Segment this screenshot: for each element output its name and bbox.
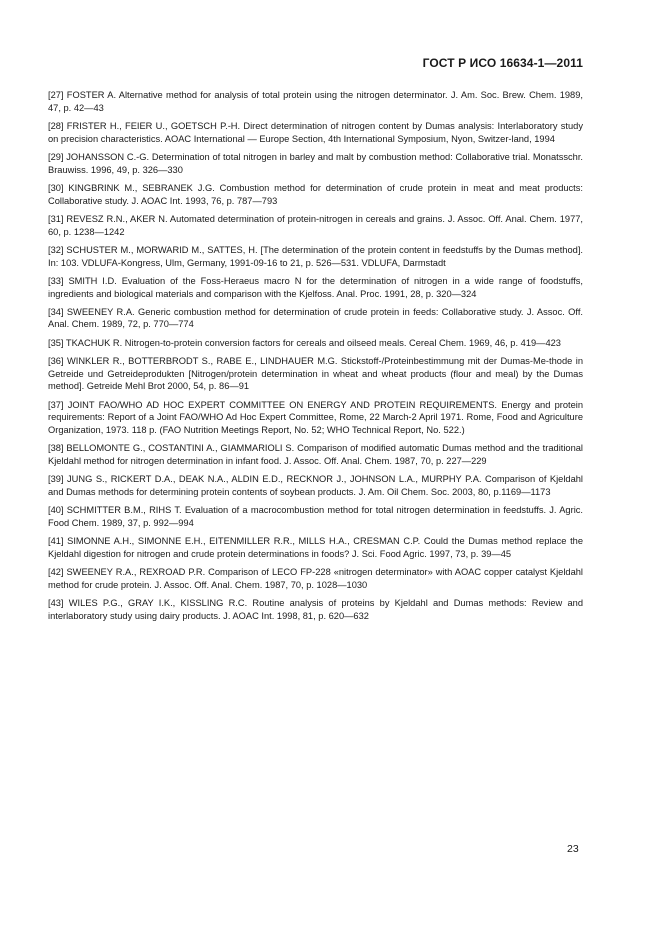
reference-item: [43] WILES P.G., GRAY I.K., KISSLING R.C. Routine analysis of proteins by Kjeldahl and Dumas methods: Review and interlaboratory study using dairy products. J. AOAC Int. 1998, 81, p. 620—632 [48,598,583,621]
reference-item: [30] KINGBRINK M., SEBRANEK J.G. Combustion method for determination of crude protein in meat and meat products: Collaborative study. J. AOAC Int. 1993, 76, p. 787—793 [48,182,583,206]
reference-item: [40] SCHMITTER B.M., RIHS T. Evaluation of a macrocombustion method for total nitrogen determination in feedstuffs. J. Agric. Food Chem. 1989, 37, p. 992—994 [48,505,583,528]
reference-item: [33] SMITH I.D. Evaluation of the Foss-Heraeus macro N for the determination of nitrogen in a wide range of foodstuffs, ingredients and biological materials and comparison with the Kjelfoss. Anal. Proc. 1991, 28, p. 320—324 [48,275,583,299]
reference-item: [37] JOINT FAO/WHO AD HOC EXPERT COMMITTEE ON ENERGY AND PROTEIN REQUIREMENTS. Energy and protein requirements: Report of a Joint FAO/WHO Ad Hoc Expert Committee, Rome, 22 March-2 April 1971. Rome, Food and Agriculture Organization, 1973. 118 p. (FAO Nutrition Meetings Report, No. 52; WHO Technical Report, No. 522.) [48,399,583,436]
reference-item: [31] REVESZ R.N., AKER N. Automated determination of protein-nitrogen in cereals and grains. J. Assoc. Off. Anal. Chem. 1977, 60, p. 1238—1242 [48,213,583,237]
reference-item: [41] SIMONNE A.H., SIMONNE E.H., EITENMILLER R.R., MILLS H.A., CRESMAN C.P. Could the Dumas method replace the Kjeldahl digestion for nitrogen and crude protein determinations in foods? J. Sci. Food Agric. 1997, 73, p. 39—45 [48,536,583,559]
page-number: 23 [567,843,579,855]
reference-item: [27] FOSTER A. Alternative method for analysis of total protein using the nitrogen determinator. J. Am. Soc. Brew. Chem. 1989, 47, p. 42—43 [48,90,583,113]
reference-item: [42] SWEENEY R.A., REXROAD P.R. Comparison of LECO FP-228 «nitrogen determinator» with AOAC copper catalyst Kjeldahl method for crude protein. J. Assoc. Off. Anal. Chem. 1987, 70, p. 1028—1030 [48,567,583,590]
reference-item: [35] TKACHUK R. Nitrogen-to-protein conversion factors for cereals and oilseed meals. Cereal Chem. 1969, 46, p. 419—423 [48,337,561,348]
reference-item: [34] SWEENEY R.A. Generic combustion method for determination of crude protein in feeds: Collaborative study. J. Assoc. Off. Anal. Chem. 1989, 72, p. 770—774 [48,306,583,330]
reference-item: [36] WINKLER R., BOTTERBRODT S., RABE E., LINDHAUER M.G. Stickstoff-/Proteinbestimmung mit der Dumas-Me-thode in Getreide und Getreideprodukten [Nitrogen/protein determination in wheat and wheat products (flour and meal) by the Dumas method]. Getreide Mehl Brot 2000, 54, p. 86—91 [48,356,583,392]
reference-item: [32] SCHUSTER M., MORWARID M., SATTES, H. [The determination of the protein content in feedstuffs by the Dumas method]. In: 103. VDLUFA-Kongress, Ulm, Germany, 1991-09-16 to 21, p. 526—531. VDLUFA, Darmstadt [48,244,583,268]
reference-item: [39] JUNG S., RICKERT D.A., DEAK N.A., ALDIN E.D., RECKNOR J., JOHNSON L.A., MURPHY P.A. Comparison of Kjeldahl and Dumas methods for determining protein contents of soybean products. J. Am. Oil Chem. Soc. 2003, 80, p.1169—1173 [48,474,583,497]
document-header: ГОСТ Р ИСО 16634-1—2011 [422,56,583,70]
reference-item: [28] FRISTER H., FEIER U., GOETSCH P.-H. Direct determination of nitrogen content by Dumas analysis: Interlaboratory study on precision characteristics. AOAC International — Europe Section, 4th International Symposium, Nyon, Switzer-land, 1994 [48,120,583,144]
reference-item: [38] BELLOMONTE G., COSTANTINI A., GIAMMARIOLI S. Comparison of modified automatic Dumas method and the traditional Kjeldahl method for nitrogen determination in infant food. J. Assoc. Off. Anal. Chem. 1987, 70, p. 227—229 [48,443,583,467]
reference-item: [29] JOHANSSON C.-G. Determination of total nitrogen in barley and malt by combustion method: Collaborative trial. Monatsschr. Brauwiss. 1996, 49, p. 326—330 [48,151,583,175]
bibliography-list [48,89,583,628]
